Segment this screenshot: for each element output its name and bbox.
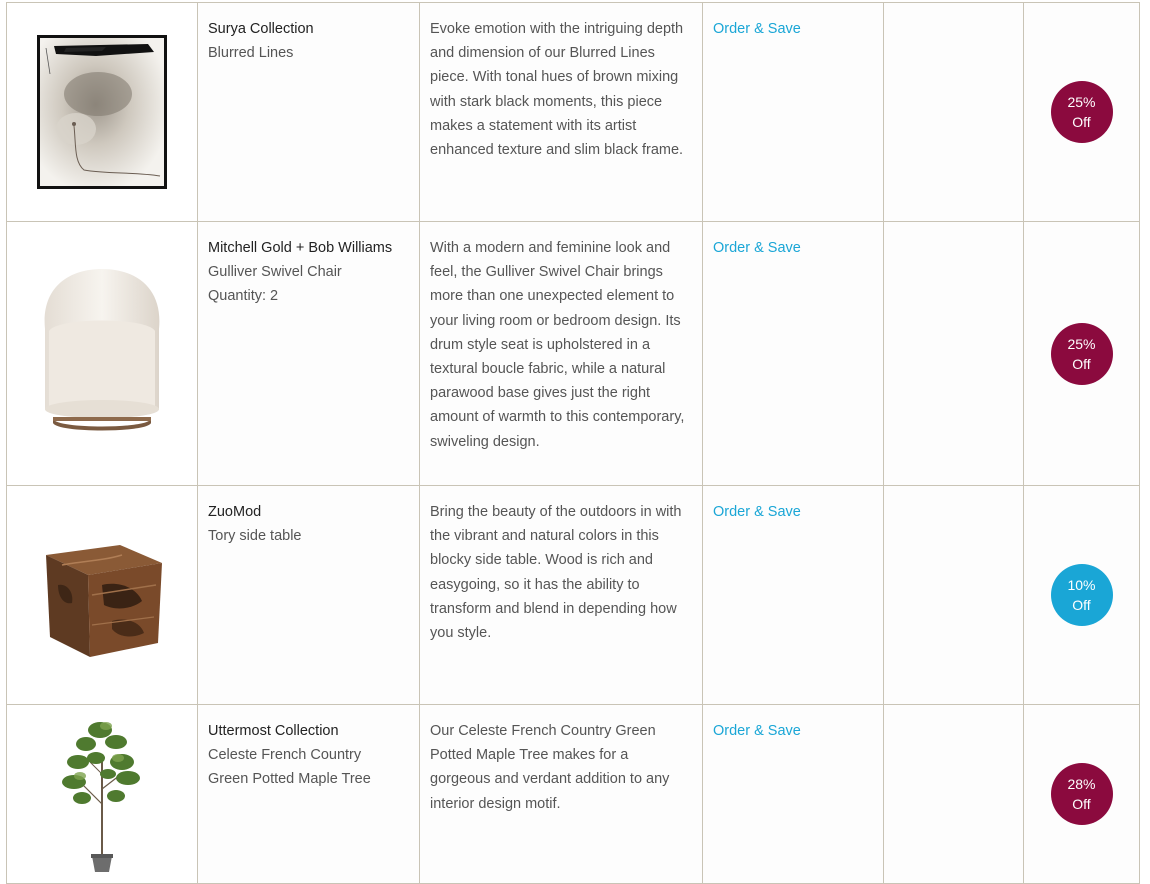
empty-cell [883, 222, 1023, 485]
product-image-cell [6, 705, 197, 883]
abstract-art-icon[interactable] [36, 34, 168, 190]
wood-side-table-icon[interactable] [32, 525, 172, 665]
discount-label: Off [1072, 114, 1091, 130]
product-name-cell [197, 3, 419, 221]
discount-badge [1051, 564, 1113, 626]
order-and-save-link[interactable]: Order & Save [713, 21, 801, 37]
product-image-cell [6, 3, 197, 221]
product-image-cell [6, 222, 197, 485]
potted-tree-icon[interactable] [52, 714, 152, 874]
product-quantity: Quantity: 2 [208, 288, 279, 304]
discount-cell [1023, 3, 1140, 221]
empty-cell [883, 486, 1023, 704]
table-row [6, 222, 1140, 486]
discount-cell [1023, 705, 1140, 883]
discount-percent: 25% [1067, 335, 1096, 352]
product-name-cell [197, 705, 419, 883]
order-link-cell [702, 3, 883, 221]
product-name: Blurred Lines [208, 45, 294, 61]
discount-badge [1051, 81, 1113, 143]
table-row [6, 486, 1140, 705]
product-brand: ZuoMod [208, 504, 262, 520]
product-description: Bring the beauty of the outdoors in with the vibrant and natural colors in this blocky side table. Wood is rich and easygoing, so it has the ability to transform and blend in depending how you style. [419, 486, 702, 704]
discount-badge [1051, 323, 1113, 385]
table-row [6, 3, 1140, 222]
product-name-cell [197, 486, 419, 704]
order-link-cell [702, 222, 883, 485]
order-link-cell [702, 486, 883, 704]
order-link-cell [702, 705, 883, 883]
order-and-save-link[interactable]: Order & Save [713, 240, 801, 256]
product-name-cell [197, 222, 419, 485]
table-row [6, 705, 1140, 884]
product-name: Gulliver Swivel Chair [208, 264, 342, 280]
product-brand: Mitchell Gold + Bob Williams [208, 240, 393, 256]
discount-badge [1051, 763, 1113, 825]
discount-label: Off [1072, 355, 1091, 372]
discount-label: Off [1072, 597, 1091, 613]
empty-cell [883, 3, 1023, 221]
discount-cell [1023, 222, 1140, 485]
empty-cell [883, 705, 1023, 883]
product-name-continued: Green Potted Maple Tree [208, 771, 371, 787]
discount-percent: 25% [1067, 94, 1096, 110]
product-description: With a modern and feminine look and feel, the Gulliver Swivel Chair brings more than one unexpected element to your living room or bedroom design. Its drum style seat is upholstered in a textural boucle fabric, while a natural parawood base gives just the right amount of warmth to this contemporary, swiveling design. [419, 222, 702, 485]
product-table [6, 2, 1140, 884]
product-description: Evoke emotion with the intriguing depth and dimension of our Blurred Lines piece. With tonal hues of brown mixing with stark black moments, this piece makes a statement with its artist enhanced texture and slim black frame. [419, 3, 702, 221]
order-and-save-link[interactable]: Order & Save [713, 723, 801, 739]
product-name: Celeste French Country [208, 747, 362, 763]
discount-percent: 28% [1067, 776, 1096, 792]
discount-percent: 10% [1067, 577, 1096, 593]
product-brand: Uttermost Collection [208, 723, 339, 739]
discount-label: Off [1072, 796, 1091, 812]
swivel-chair-icon[interactable] [27, 259, 177, 449]
product-image-cell [6, 486, 197, 704]
discount-cell [1023, 486, 1140, 704]
product-brand: Surya Collection [208, 21, 314, 37]
order-and-save-link[interactable]: Order & Save [713, 504, 801, 520]
product-name: Tory side table [208, 528, 302, 544]
product-description: Our Celeste French Country Green Potted Maple Tree makes for a gorgeous and verdant addition to any interior design motif. [419, 705, 702, 883]
